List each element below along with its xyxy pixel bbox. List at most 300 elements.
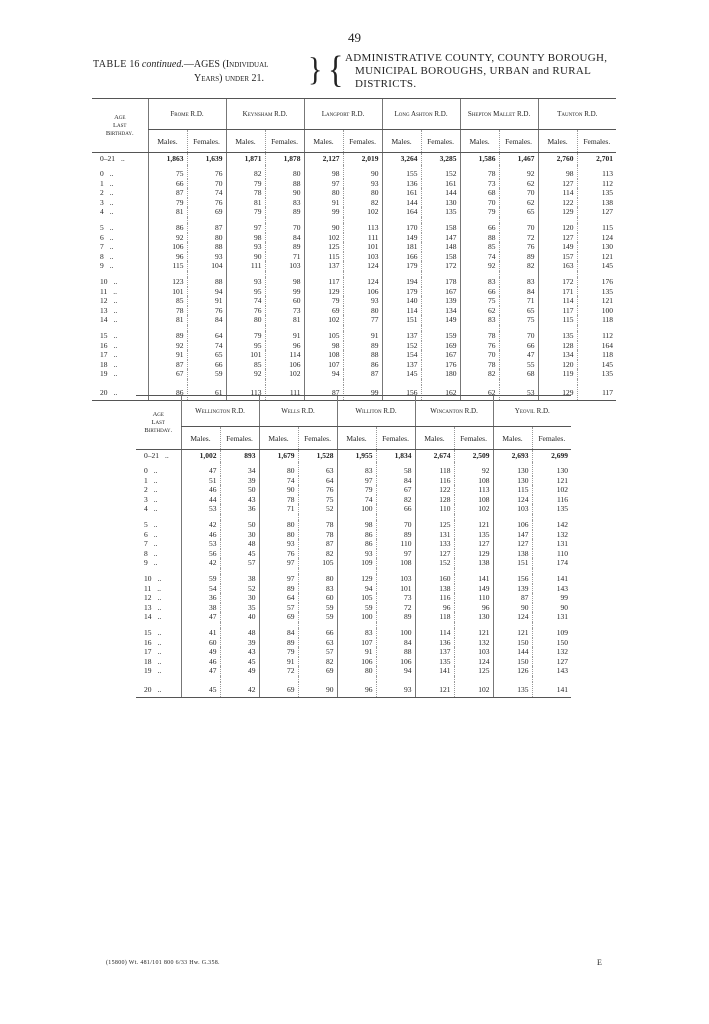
females-value: 76	[499, 242, 538, 252]
table-row	[136, 628, 571, 638]
age-cell: 4 ..	[100, 207, 114, 217]
males-value: 93	[259, 539, 298, 549]
table-row	[136, 530, 571, 540]
females-value: 143	[532, 666, 571, 676]
females-value: 162	[421, 385, 460, 401]
table-row	[92, 369, 616, 379]
table-row	[92, 252, 616, 262]
males-value: 79	[460, 207, 499, 217]
females-value: 110	[376, 539, 415, 549]
males-column-header: Males.	[415, 427, 454, 450]
females-value: 111	[343, 233, 382, 243]
males-value: 114	[382, 306, 421, 316]
females-column-header: Females.	[577, 130, 616, 153]
females-value: 70	[499, 223, 538, 233]
females-value: 92	[454, 462, 493, 476]
males-value: 66	[460, 223, 499, 233]
females-value: 125	[454, 666, 493, 676]
males-value: 80	[259, 462, 298, 476]
females-value: 121	[577, 296, 616, 306]
males-column-header: Males.	[382, 130, 421, 153]
females-value: 124	[343, 277, 382, 287]
females-value: 135	[454, 530, 493, 540]
males-value: 68	[460, 188, 499, 198]
table-row	[92, 287, 616, 297]
males-value: 75	[148, 165, 187, 179]
females-value: 121	[577, 252, 616, 262]
males-value: 80	[337, 666, 376, 676]
males-value: 97	[259, 574, 298, 584]
males-value: 80	[259, 520, 298, 530]
females-value: 138	[577, 198, 616, 208]
females-value: 150	[532, 638, 571, 648]
females-value: 87	[343, 369, 382, 379]
females-value: 143	[532, 584, 571, 594]
district-header: Wellington R.D.	[181, 396, 259, 427]
females-value: 80	[298, 574, 337, 584]
females-value: 96	[265, 341, 304, 351]
females-value: 69	[298, 666, 337, 676]
females-value: 66	[499, 341, 538, 351]
females-value: 169	[421, 341, 460, 351]
females-value: 90	[265, 188, 304, 198]
males-column-header: Males.	[460, 130, 499, 153]
district-header: Frome R.D.	[148, 99, 226, 130]
females-value: 105	[298, 558, 337, 568]
females-value: 88	[376, 647, 415, 657]
females-value: 62	[499, 198, 538, 208]
age-cell: 12 ..	[100, 296, 118, 306]
males-value: 127	[538, 233, 577, 243]
females-value: 91	[265, 331, 304, 341]
males-value: 144	[493, 647, 532, 657]
males-value: 135	[493, 682, 532, 698]
females-value: 84	[376, 476, 415, 486]
females-value: 139	[421, 296, 460, 306]
males-value: 139	[493, 584, 532, 594]
females-value: 99	[343, 385, 382, 401]
males-value: 79	[259, 647, 298, 657]
females-value: 67	[376, 485, 415, 495]
males-value: 83	[337, 462, 376, 476]
females-value: 102	[532, 485, 571, 495]
males-value: 91	[304, 198, 343, 208]
males-value: 114	[415, 628, 454, 638]
males-value: 64	[259, 593, 298, 603]
females-value: 55	[499, 360, 538, 370]
males-value: 99	[304, 207, 343, 217]
males-value: 97	[259, 558, 298, 568]
males-value: 3,264	[382, 153, 421, 166]
males-value: 66	[460, 287, 499, 297]
females-value: 74	[187, 188, 226, 198]
females-value: 141	[532, 682, 571, 698]
males-value: 137	[415, 647, 454, 657]
males-value: 76	[460, 341, 499, 351]
females-value: 52	[220, 584, 259, 594]
males-value: 126	[493, 666, 532, 676]
females-value: 124	[343, 261, 382, 271]
males-value: 47	[181, 666, 220, 676]
males-value: 44	[181, 495, 220, 505]
females-value: 132	[532, 647, 571, 657]
table-row	[136, 657, 571, 667]
males-value: 92	[226, 369, 265, 379]
males-value: 78	[460, 331, 499, 341]
males-value: 70	[460, 198, 499, 208]
males-value: 78	[460, 165, 499, 179]
females-value: 174	[532, 558, 571, 568]
males-value: 51	[181, 476, 220, 486]
males-value: 91	[259, 657, 298, 667]
males-value: 120	[538, 223, 577, 233]
males-value: 102	[304, 233, 343, 243]
age-cell: 10 ..	[144, 573, 162, 583]
males-value: 129	[304, 287, 343, 297]
females-value: 130	[454, 612, 493, 622]
females-column-header: Females.	[187, 130, 226, 153]
males-value: 70	[460, 350, 499, 360]
males-value: 78	[460, 360, 499, 370]
males-value: 135	[415, 657, 454, 667]
females-value: 70	[187, 179, 226, 189]
age-cell: 0 ..	[144, 466, 158, 475]
males-value: 98	[337, 520, 376, 530]
females-value: 65	[499, 207, 538, 217]
males-value: 152	[382, 341, 421, 351]
males-value: 127	[415, 549, 454, 559]
females-value: 1,528	[298, 450, 337, 463]
males-value: 117	[304, 277, 343, 287]
table-row	[92, 233, 616, 243]
males-value: 164	[382, 207, 421, 217]
females-value: 138	[454, 558, 493, 568]
males-value: 106	[493, 520, 532, 530]
females-column-header: Females.	[220, 427, 259, 450]
males-value: 71	[259, 504, 298, 514]
age-cell: 3 ..	[144, 494, 158, 504]
males-column-header: Males.	[181, 427, 220, 450]
males-value: 84	[259, 628, 298, 638]
males-value: 123	[148, 277, 187, 287]
females-value: 144	[421, 188, 460, 198]
males-value: 166	[382, 252, 421, 262]
females-value: 87	[187, 223, 226, 233]
males-value: 121	[493, 628, 532, 638]
females-value: 131	[532, 612, 571, 622]
females-value: 69	[187, 207, 226, 217]
district-header: Williton R.D.	[337, 396, 415, 427]
age-cell: 5 ..	[100, 222, 114, 232]
females-value: 88	[265, 179, 304, 189]
age-cell: 2 ..	[144, 485, 158, 495]
females-value: 82	[298, 657, 337, 667]
females-value: 121	[532, 476, 571, 486]
females-value: 102	[343, 207, 382, 217]
males-value: 53	[181, 504, 220, 514]
females-value: 70	[376, 520, 415, 530]
males-value: 98	[304, 341, 343, 351]
opening-brace: {	[328, 47, 344, 91]
males-value: 75	[460, 296, 499, 306]
males-value: 83	[460, 315, 499, 325]
females-value: 81	[265, 315, 304, 325]
males-value: 81	[226, 198, 265, 208]
signature-mark: E	[597, 958, 602, 967]
females-value: 103	[454, 647, 493, 657]
males-value: 101	[148, 287, 187, 297]
males-value: 107	[337, 638, 376, 648]
males-value: 86	[337, 539, 376, 549]
females-value: 30	[220, 530, 259, 540]
males-value: 117	[538, 306, 577, 316]
table-row	[136, 647, 571, 657]
females-value: 49	[220, 666, 259, 676]
age-cell: 0–21 ..	[144, 451, 169, 460]
females-value: 83	[265, 198, 304, 208]
females-value: 3,285	[421, 153, 460, 166]
area-line-2: MUNICIPAL BOROUGHS, URBAN and RURAL	[355, 65, 592, 77]
females-value: 66	[298, 628, 337, 638]
females-value: 159	[421, 331, 460, 341]
area-line-1: ADMINISTRATIVE COUNTY, COUNTY BOROUGH,	[345, 52, 608, 64]
females-column-header: Females.	[376, 427, 415, 450]
males-value: 122	[538, 198, 577, 208]
females-value: 135	[577, 287, 616, 297]
females-value: 80	[343, 306, 382, 316]
females-value: 141	[532, 574, 571, 584]
females-value: 58	[376, 462, 415, 476]
females-value: 71	[265, 252, 304, 262]
females-value: 113	[577, 165, 616, 179]
females-value: 84	[499, 287, 538, 297]
females-value: 62	[499, 179, 538, 189]
males-value: 1,955	[337, 450, 376, 463]
females-value: 76	[187, 198, 226, 208]
females-value: 76	[187, 306, 226, 316]
females-value: 131	[532, 539, 571, 549]
females-value: 102	[265, 369, 304, 379]
males-value: 88	[460, 233, 499, 243]
district-header: Taunton R.D.	[538, 99, 616, 130]
age-cell: 13 ..	[100, 305, 118, 315]
females-value: 43	[220, 495, 259, 505]
males-value: 87	[148, 360, 187, 370]
males-value: 128	[538, 341, 577, 351]
females-value: 99	[532, 593, 571, 603]
males-value: 131	[415, 530, 454, 540]
females-value: 87	[298, 539, 337, 549]
age-cell: 20 ..	[92, 385, 148, 401]
males-value: 83	[460, 277, 499, 287]
males-value: 87	[304, 385, 343, 401]
males-value: 91	[337, 647, 376, 657]
females-column-header: Females.	[421, 130, 460, 153]
table-row	[136, 476, 571, 486]
males-value: 89	[259, 584, 298, 594]
females-value: 132	[454, 638, 493, 648]
females-value: 96	[454, 603, 493, 613]
table-row	[92, 277, 616, 287]
males-column-header: Males.	[226, 130, 265, 153]
females-value: 893	[220, 450, 259, 463]
females-value: 124	[577, 233, 616, 243]
table-row	[136, 520, 571, 530]
males-value: 97	[304, 179, 343, 189]
females-value: 176	[577, 277, 616, 287]
males-value: 82	[460, 369, 499, 379]
females-value: 39	[220, 638, 259, 648]
males-value: 98	[538, 165, 577, 179]
males-value: 80	[304, 188, 343, 198]
table-number: 16	[129, 59, 140, 70]
males-value: 144	[382, 198, 421, 208]
females-value: 2,509	[454, 450, 493, 463]
females-value: 90	[343, 165, 382, 179]
table-row	[92, 341, 616, 351]
age-cell: 13 ..	[144, 602, 162, 612]
females-value: 82	[499, 261, 538, 271]
males-value: 80	[226, 315, 265, 325]
males-value: 116	[415, 476, 454, 486]
females-value: 70	[265, 223, 304, 233]
males-value: 100	[337, 504, 376, 514]
males-value: 115	[304, 252, 343, 262]
females-value: 57	[298, 647, 337, 657]
females-value: 71	[499, 296, 538, 306]
males-value: 69	[259, 612, 298, 622]
females-value: 2,019	[343, 153, 382, 166]
females-value: 101	[343, 242, 382, 252]
males-value: 79	[226, 179, 265, 189]
females-value: 68	[499, 369, 538, 379]
males-value: 157	[538, 252, 577, 262]
females-value: 70	[499, 331, 538, 341]
males-value: 2,674	[415, 450, 454, 463]
females-value: 112	[577, 179, 616, 189]
females-value: 89	[376, 530, 415, 540]
district-header: Wincanton R.D.	[415, 396, 493, 427]
subject-line2: Years) under 21.	[194, 73, 265, 84]
females-value: 176	[421, 360, 460, 370]
females-value: 75	[499, 315, 538, 325]
males-value: 85	[226, 360, 265, 370]
females-value: 91	[343, 331, 382, 341]
males-value: 181	[382, 242, 421, 252]
females-value: 80	[343, 188, 382, 198]
males-value: 141	[415, 666, 454, 676]
table-row	[92, 188, 616, 198]
males-value: 59	[181, 574, 220, 584]
table-title	[93, 58, 268, 86]
males-value: 93	[337, 549, 376, 559]
males-value: 79	[148, 198, 187, 208]
females-value: 124	[454, 657, 493, 667]
females-column-header: Females.	[499, 130, 538, 153]
table-row	[136, 558, 571, 568]
males-value: 107	[304, 360, 343, 370]
females-value: 93	[343, 296, 382, 306]
males-value: 45	[181, 682, 220, 698]
females-value: 88	[187, 277, 226, 287]
males-value: 74	[259, 476, 298, 486]
males-value: 95	[226, 287, 265, 297]
area-line-3: DISTRICTS.	[355, 78, 417, 90]
table-row	[136, 666, 571, 676]
males-value: 87	[493, 593, 532, 603]
table-row	[136, 574, 571, 584]
females-value: 2,701	[577, 153, 616, 166]
females-value: 109	[532, 628, 571, 638]
males-value: 194	[382, 277, 421, 287]
males-value: 36	[181, 593, 220, 603]
males-value: 118	[415, 612, 454, 622]
females-value: 167	[421, 287, 460, 297]
females-value: 106	[265, 360, 304, 370]
females-value: 43	[220, 647, 259, 657]
total-row	[136, 450, 571, 463]
males-value: 90	[304, 223, 343, 233]
females-value: 78	[298, 530, 337, 540]
males-value: 54	[181, 584, 220, 594]
males-value: 93	[226, 277, 265, 287]
females-value: 73	[265, 306, 304, 316]
males-value: 47	[181, 612, 220, 622]
females-value: 110	[454, 593, 493, 603]
females-value: 132	[532, 530, 571, 540]
females-value: 39	[220, 476, 259, 486]
males-value: 79	[226, 207, 265, 217]
females-value: 114	[265, 350, 304, 360]
females-value: 75	[298, 495, 337, 505]
males-value: 124	[493, 495, 532, 505]
females-value: 106	[376, 657, 415, 667]
table-row	[92, 315, 616, 325]
females-value: 73	[376, 593, 415, 603]
age-cell: 1 ..	[144, 475, 158, 485]
females-value: 115	[577, 223, 616, 233]
males-value: 90	[226, 252, 265, 262]
females-value: 63	[298, 462, 337, 476]
males-value: 97	[226, 223, 265, 233]
females-value: 80	[187, 233, 226, 243]
females-value: 40	[220, 612, 259, 622]
females-value: 84	[187, 315, 226, 325]
females-value: 92	[499, 165, 538, 179]
males-value: 86	[148, 223, 187, 233]
females-value: 94	[187, 287, 226, 297]
males-value: 151	[493, 558, 532, 568]
females-column-header: Females.	[265, 130, 304, 153]
age-cell: 12 ..	[144, 593, 162, 603]
males-value: 140	[382, 296, 421, 306]
males-value: 79	[304, 296, 343, 306]
print-code: (15800) Wt. 481/101 800 6/33 Hw. G.358.	[106, 960, 220, 966]
males-value: 161	[382, 188, 421, 198]
females-value: 161	[421, 179, 460, 189]
males-value: 154	[382, 350, 421, 360]
males-value: 150	[493, 657, 532, 667]
males-value: 72	[259, 666, 298, 676]
females-value: 42	[220, 682, 259, 698]
females-value: 152	[421, 165, 460, 179]
age-cell: 9 ..	[144, 558, 158, 568]
females-value: 108	[376, 558, 415, 568]
males-value: 98	[226, 233, 265, 243]
age-cell: 4 ..	[144, 504, 158, 514]
males-value: 116	[415, 593, 454, 603]
males-value: 69	[304, 306, 343, 316]
